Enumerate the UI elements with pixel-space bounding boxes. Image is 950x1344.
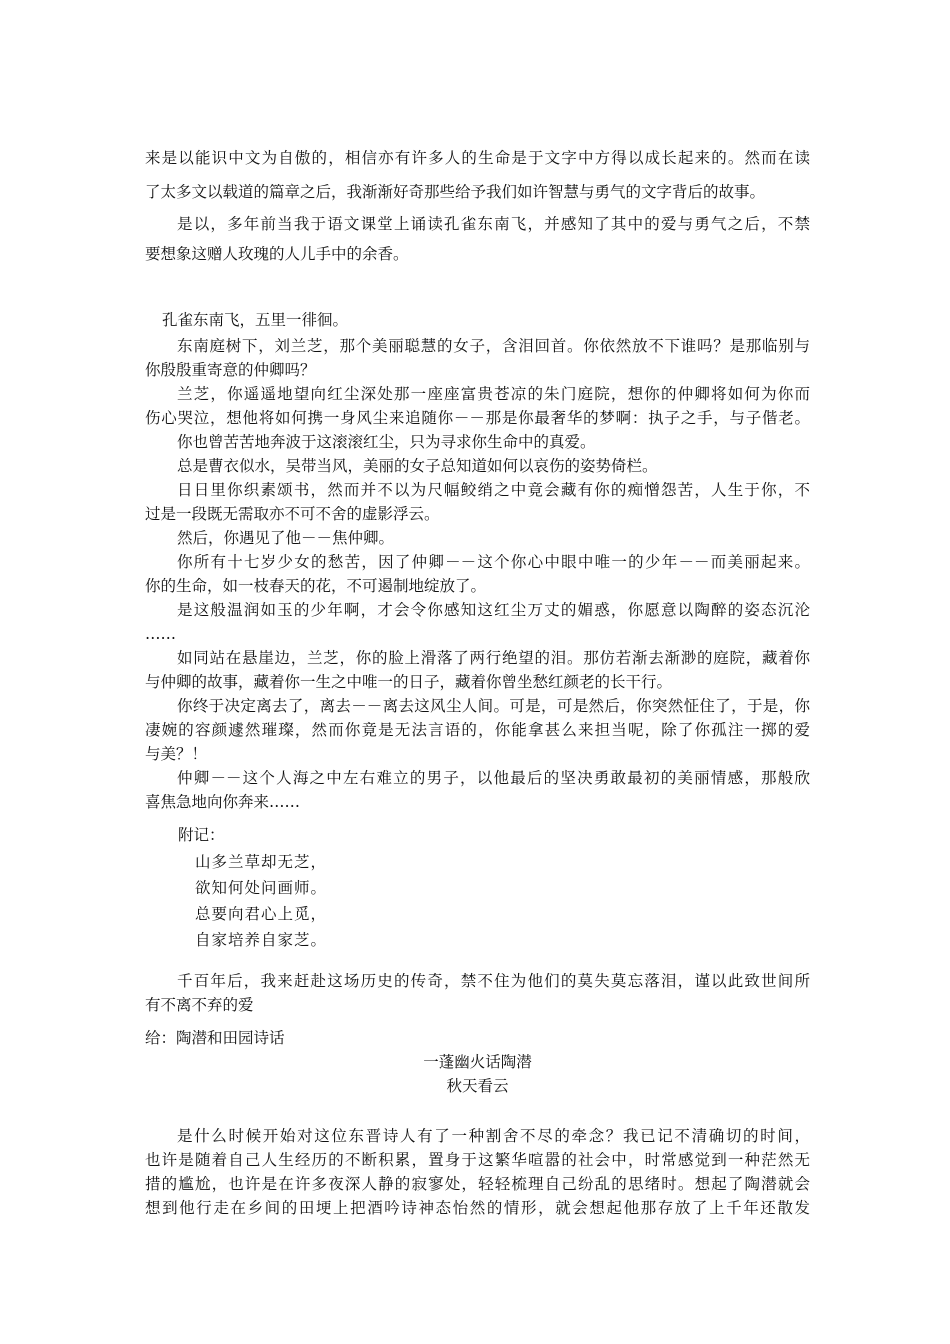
poem-line: 欲知何处问画师。 <box>195 879 328 897</box>
article-title: 一蓬幽火话陶潜 <box>423 1053 532 1071</box>
text-line: 你终于决定离去了，离去－－离去这风尘人间。可是，可是然后，你突然怔住了，于是，你 <box>177 697 810 715</box>
text-line: 东南庭树下，刘兰芝，那个美丽聪慧的女子，含泪回首。你依然放不下谁吗？是那临别与 <box>177 337 810 355</box>
text-line: 兰芝，你遥遥地望向红尘深处那一座座富贵苍凉的朱门庭院，想你的仲卿将如何为你而 <box>177 385 810 403</box>
text-line: 与仲卿的故事，藏着你一生之中唯一的日子，藏着你曾坐愁红颜老的长干行。 <box>145 673 673 691</box>
text-line: …… <box>145 625 176 643</box>
text-line: 喜焦急地向你奔来…… <box>145 793 301 811</box>
essay-opening: 孔雀东南飞，五里一徘徊。 <box>162 311 349 329</box>
text-line: 千百年后，我来赶赴这场历史的传奇，禁不住为他们的莫失莫忘落泪，谨以此致世间所 <box>177 972 810 990</box>
poem-line: 总要向君心上觅， <box>195 905 328 923</box>
text-line: 与美？！ <box>145 745 208 763</box>
text-line: 凄婉的容颜遽然璀璨，然而你竟是无法言语的，你能拿甚么来担当呢，除了你孤注一掷的爱 <box>145 721 810 739</box>
text-line: 措的尴尬，也许是在许多夜深人静的寂寥处，轻轻梳理自己纷乱的思绪时。想起了陶潜就会 <box>145 1175 810 1193</box>
text-line: 你殷殷重寄意的仲卿吗？ <box>145 361 316 379</box>
poem-line: 自家培养自家芝。 <box>195 931 328 949</box>
postscript-label: 附记： <box>178 826 225 844</box>
text-line: 日日里你织素颂书，然而并不以为尺幅鲛绡之中竟会藏有你的痴憎怨苦，人生于你，不 <box>177 481 810 499</box>
text-line: 你所有十七岁少女的愁苦，因了仲卿－－这个你心中眼中唯一的少年－－而美丽起来。 <box>177 553 810 571</box>
text-line: 了太多文以载道的篇章之后，我渐渐好奇那些给予我们如许智慧与勇气的文字背后的故事。 <box>145 183 766 201</box>
text-line: 有不离不弃的爱 <box>145 996 254 1014</box>
text-line: 总是曹衣似水，吴带当风，美丽的女子总知道如何以哀伤的姿势倚栏。 <box>177 457 658 475</box>
text-line: 来是以能识中文为自傲的，相信亦有许多人的生命是于文字中方得以成长起来的。然而在读 <box>145 149 810 167</box>
text-line: 过是一段既无需取亦不可不舍的虚影浮云。 <box>145 505 440 523</box>
text-line: 想到他行走在乡间的田埂上把酒吟诗神态怡然的情形，就会想起他那存放了上千年还散发 <box>145 1199 810 1217</box>
text-line: 是这般温润如玉的少年啊，才会令你感知这红尘万丈的媚惑，你愿意以陶醉的姿态沉沦 <box>177 601 810 619</box>
text-line: 然后，你遇见了他－－焦仲卿。 <box>177 529 395 547</box>
article-author: 秋天看云 <box>446 1077 509 1095</box>
text-line: 是什么时候开始对这位东晋诗人有了一种割舍不尽的牵念？我已记不清确切的时间， <box>177 1127 810 1145</box>
text-line: 如同站在悬崖边，兰芝，你的脸上滑落了两行绝望的泪。那仿若渐去渐渺的庭院，藏着你 <box>177 649 810 667</box>
text-line: 是以，多年前当我于语文课堂上诵读孔雀东南飞，并感知了其中的爱与勇气之后，不禁 <box>177 215 810 233</box>
text-line: 仲卿－－这个人海之中左右难立的男子，以他最后的坚决勇敢最初的美丽情感，那般欣 <box>177 769 810 787</box>
dedication-line: 给：陶潜和田园诗话 <box>145 1029 285 1047</box>
text-line: 伤心哭泣，想他将如何携一身风尘来追随你－－那是你最奢华的梦啊：执子之手，与子偕老。 <box>145 409 810 427</box>
text-line: 也许是随着自己人生经历的不断积累，置身于这繁华喧嚣的社会中，时常感觉到一种茫然无 <box>145 1151 810 1169</box>
poem-line: 山多兰草却无芝， <box>195 853 328 871</box>
text-line: 你的生命，如一枝春天的花，不可遏制地绽放了。 <box>145 577 487 595</box>
text-line: 你也曾苦苦地奔波于这滚滚红尘，只为寻求你生命中的真爱。 <box>177 433 596 451</box>
text-line: 要想象这赠人玫瑰的人儿手中的余香。 <box>145 245 409 263</box>
